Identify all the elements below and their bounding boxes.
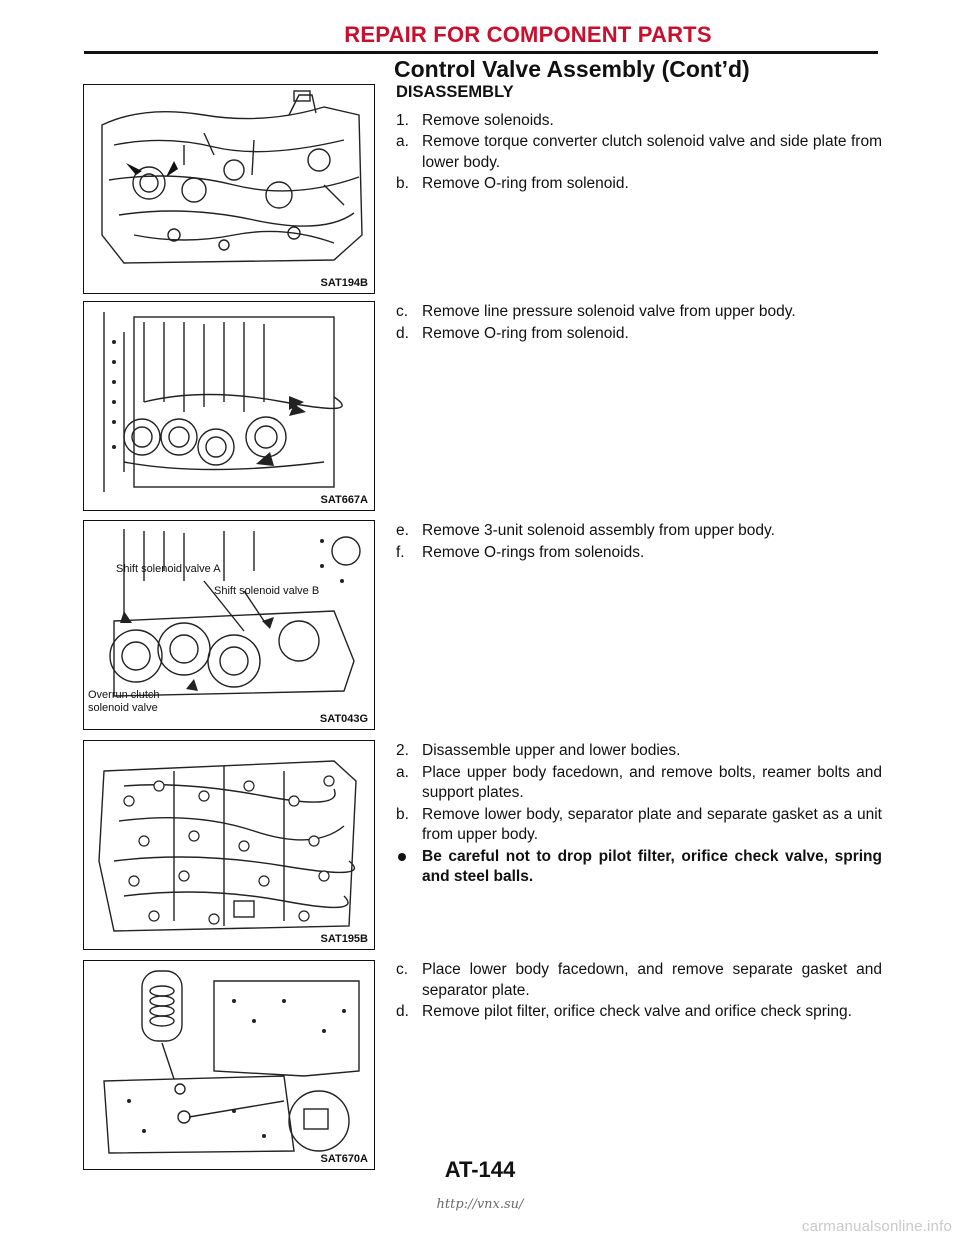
step-number: 1. (396, 111, 409, 129)
watermark: carmanualsonline.info (801, 1218, 952, 1235)
upper-lower-body-illustration (84, 741, 374, 949)
step-item (396, 741, 882, 762)
step-number: c. (396, 961, 409, 978)
figure-sat667a (83, 301, 375, 511)
figure-sat043g (83, 520, 375, 730)
step-item (396, 543, 882, 564)
step-number: b. (396, 805, 409, 823)
caution-note (396, 847, 882, 888)
figure-code: SAT195B (320, 933, 368, 945)
step-item (396, 174, 882, 195)
step-text: Remove lower body, separator plate and separate gasket as a unit from upper body. (422, 805, 882, 843)
callout-shift-solenoid-a: Shift solenoid valve A (116, 563, 221, 575)
figure-sat194b (83, 84, 375, 294)
step-item (396, 302, 882, 323)
step-number: f. (396, 543, 405, 561)
text-block-2 (396, 302, 882, 345)
figure-code: SAT194B (320, 277, 368, 289)
section-title: REPAIR FOR COMPONENT PARTS (344, 22, 712, 47)
step-number: c. (396, 303, 409, 320)
header-rule (84, 51, 878, 54)
figure-sat195b (83, 740, 375, 950)
step-text: Remove torque converter clutch solenoid valve and side plate from lower body. (422, 133, 882, 171)
caution-text: Be careful not to drop pilot filter, orifice check valve, spring and steel balls. (422, 847, 882, 885)
callout-shift-solenoid-b: Shift solenoid valve B (214, 585, 320, 597)
step-text: Remove O-rings from solenoids. (422, 543, 645, 561)
step-number: b. (396, 175, 409, 192)
step-number: a. (396, 133, 409, 150)
step-text: Disassemble upper and lower bodies. (422, 742, 681, 759)
pilot-filter-orifice-illustration (84, 961, 374, 1169)
step-text: Place lower body facedown, and remove separate gasket and separator plate. (422, 961, 882, 999)
callout-overrun-clutch: Overrun clutch (88, 689, 160, 701)
step-text: Remove line pressure solenoid valve from upper body. (422, 303, 796, 320)
text-block-3 (396, 521, 882, 564)
callout-overrun-clutch-line2: solenoid valve (88, 702, 158, 714)
subsection-title: Control Valve Assembly (Cont’d) (394, 56, 750, 82)
step-text: Remove O-ring from solenoid. (422, 175, 629, 192)
line-pressure-solenoid-illustration (84, 302, 374, 510)
step-item (396, 324, 882, 345)
step-text: Remove O-ring from solenoid. (422, 324, 629, 342)
step-item (396, 1002, 882, 1023)
text-block-1 (396, 82, 882, 196)
step-item (396, 805, 882, 846)
step-item (396, 132, 882, 173)
page-number: AT-144 (444, 1157, 516, 1182)
figure-code: SAT667A (320, 494, 368, 506)
step-item (396, 763, 882, 804)
figure-code: SAT043G (319, 713, 368, 725)
figure-code: SAT670A (320, 1153, 368, 1165)
text-block-5 (396, 960, 882, 1024)
step-text: Place upper body facedown, and remove bolts, reamer bolts and support plates. (422, 763, 882, 801)
figure-sat670a (83, 960, 375, 1170)
step-item (396, 521, 882, 542)
step-number: e. (396, 522, 409, 539)
bullet-icon (398, 853, 406, 861)
step-number: 2. (396, 742, 409, 759)
step-item (396, 111, 882, 132)
step-number: a. (396, 763, 409, 781)
step-text: Remove pilot filter, orifice check valve and orifice check spring. (422, 1003, 852, 1020)
step-item (396, 960, 882, 1001)
section-heading: DISASSEMBLY (396, 83, 514, 101)
step-text: Remove solenoids. (422, 111, 554, 129)
text-block-4 (396, 741, 882, 888)
footer-link[interactable]: http://vnx.su/ (436, 1197, 524, 1212)
step-number: d. (396, 1003, 409, 1020)
valve-body-illustration (84, 85, 374, 293)
step-number: d. (396, 324, 409, 342)
step-text: Remove 3-unit solenoid assembly from upper body. (422, 522, 775, 539)
